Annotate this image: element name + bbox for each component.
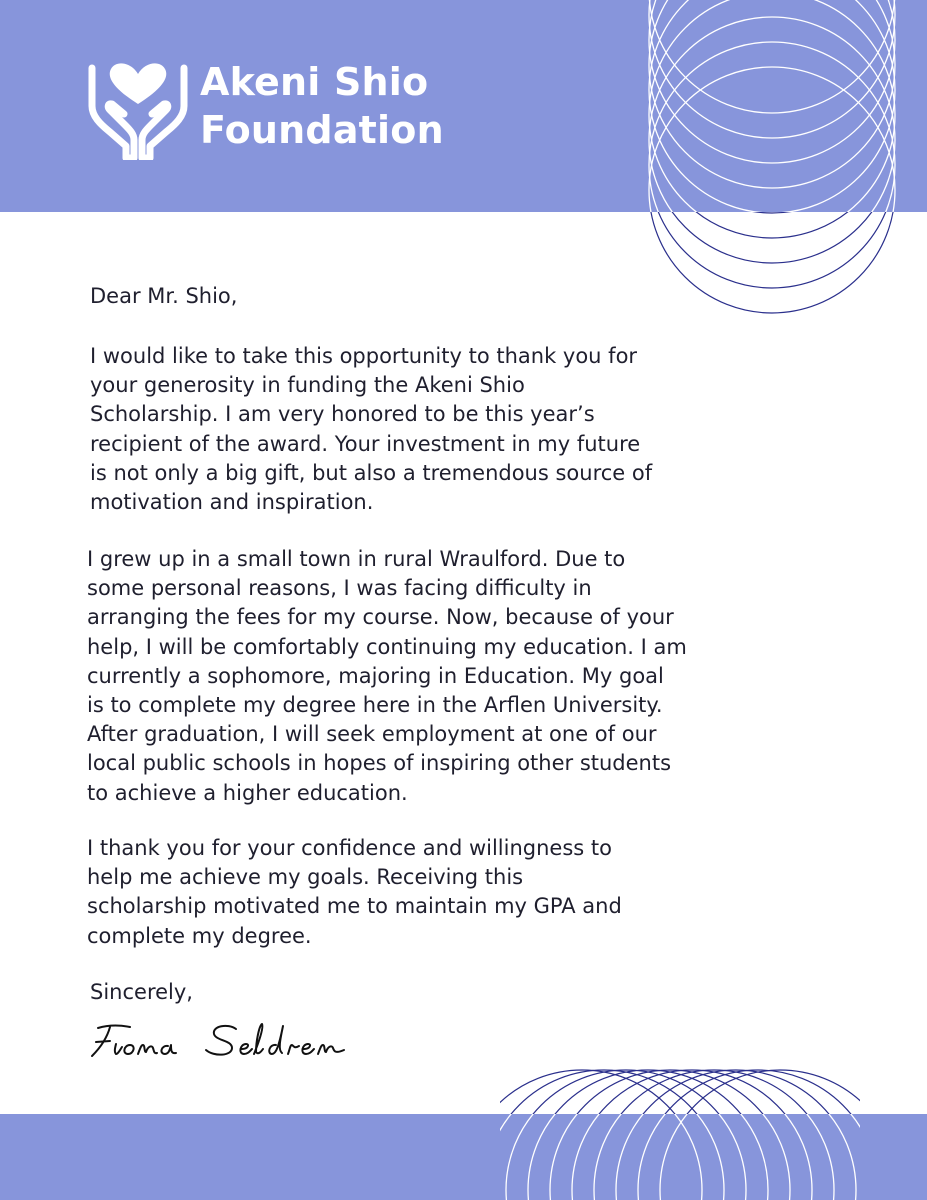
decorative-circles-bottom (500, 1060, 860, 1200)
foundation-name-line1: Akeni Shio (200, 60, 429, 104)
foundation-name-line2: Foundation (200, 108, 444, 152)
decorative-circles-top (640, 0, 910, 330)
letter-paragraph-3: I thank you for your confidence and willingness to help me achieve my goals. Receiving this scholarship motivated me to maintain my GPA and complete my degree. (87, 836, 622, 948)
letter-paragraph-2: I grew up in a small town in rural Wraulford. Due to some personal reasons, I was facing difficulty in arranging the fees for my course. Now, because of your help, I will be comfortably continuing my education. I am currently a sophomore, majoring in Education. My goal is to complete my degree here in the Arflen University. After graduation, I will seek employment at one of our local public schools in hopes of inspiring other students to achieve a higher education. (87, 547, 687, 805)
heart-in-hands-icon (86, 60, 190, 160)
letter-greeting: Dear Mr. Shio, (90, 284, 238, 308)
signature (86, 1016, 366, 1066)
letter-closing: Sincerely, (90, 980, 193, 1004)
letter-paragraph-1: I would like to take this opportunity to thank you for your generosity in funding the Akeni Shio Scholarship. I am very honored to be this year’s recipient of the award. Your investment in my future is not only a big gift, but also a tremendous source of motivation and inspiration. (90, 344, 653, 515)
foundation-name (200, 58, 444, 154)
